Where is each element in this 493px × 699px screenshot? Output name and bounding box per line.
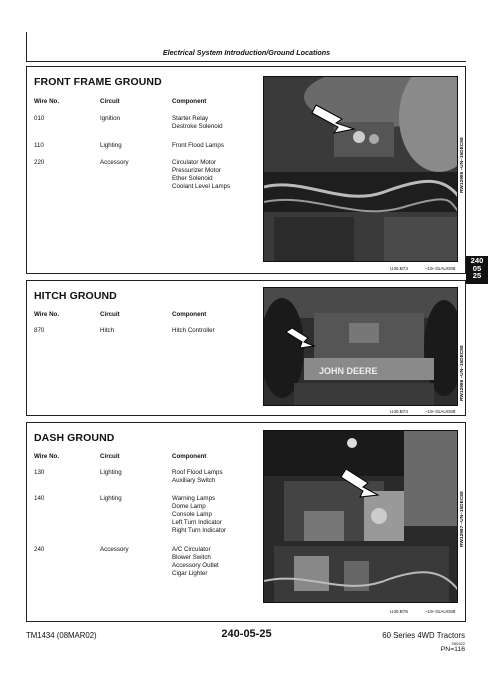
page-header [26,32,466,62]
dash-ground-photo [263,430,458,603]
column-header-wire: Wire No. [34,311,60,318]
component-name: A/C Circulator [172,546,211,553]
column-header-component: Component [172,453,207,460]
wire-number: 010 [34,115,45,122]
reference-date: –19–31AUG88 [425,266,456,271]
reference-code: U40.B73 [390,266,408,271]
column-header-circuit: Circuit [100,98,120,105]
reference-date: –19–31AUG88 [425,609,456,614]
component-name: Accessory Outlet [172,562,219,569]
component-name: Warning Lamps [172,495,216,502]
footer-pn: PN=116 [440,646,465,653]
component-name: Left Turn Indicator [172,519,222,526]
hitch-ground-photo [263,287,458,406]
reference-code: U40.B74 [390,409,408,414]
circuit-name: Ignition [100,115,120,122]
circuit-name: Hitch [100,327,115,334]
section-title: DASH GROUND [34,432,115,444]
component-name: Destroke Solenoid [172,123,223,130]
component-name: Starter Relay [172,115,209,122]
wire-number: 110 [34,142,44,149]
footer-series: 60 Series 4WD Tractors [382,631,465,640]
page-title: Electrical System Introduction/Ground Locations [162,48,331,57]
photo-code: RW12987 –UN–15DEC88 [460,491,465,547]
component-name: Front Flood Lamps [172,142,224,149]
section-tab-line: 25 [472,271,482,281]
component-name: Blower Switch [172,554,211,561]
section-title: HITCH GROUND [34,290,117,302]
footer-small-code: 050322 [451,641,465,646]
component-name: Dome Lamp [172,503,206,510]
component-name: Auxiliary Switch [172,477,216,484]
column-header-component: Component [172,98,207,105]
circuit-name: Accessory [100,546,129,553]
section-tab [466,256,488,284]
reference-code: U40.B75 [390,609,408,614]
wire-number: 870 [34,327,45,334]
circuit-name: Lighting [100,469,122,476]
component-name: Right Turn Indicator [172,527,226,534]
component-name: Coolant Level Lamps [172,183,231,190]
component-name: Hitch Controller [172,327,215,334]
hitch-ground-section [26,280,466,416]
column-header-circuit: Circuit [100,311,120,318]
circuit-name: Lighting [100,495,122,502]
wire-number: 130 [34,469,45,476]
column-header-wire: Wire No. [34,98,60,105]
wire-number: 240 [34,546,45,553]
dash-ground-section [26,422,466,622]
wire-number: 140 [34,495,45,502]
photo-code: RW12986 –UN–15DEC88 [460,345,465,401]
circuit-name: Lighting [100,142,122,149]
component-name: Cigar Lighter [172,570,208,577]
section-tab-line: 05 [472,263,482,273]
component-name: Circulator Motor [172,159,217,166]
column-header-component: Component [172,311,207,318]
footer-document-id: TM1434 (08MAR02) [26,631,97,640]
wire-number: 220 [34,159,45,166]
photo-brand-text: JOHN DEERE [319,366,378,376]
component-name: Ether Solenoid [172,175,213,182]
component-name: Roof Flood Lamps [172,469,223,476]
circuit-name: Accessory [100,159,129,166]
front-frame-ground-photo [263,76,458,262]
section-tab-line: 240 [470,256,484,265]
column-header-circuit: Circuit [100,453,120,460]
section-title: FRONT FRAME GROUND [34,76,162,88]
component-name: Console Lamp [172,511,212,518]
column-header-wire: Wire No. [34,453,60,460]
photo-code: RW12985 –UN–15DEC88 [460,137,465,193]
reference-date: –19–31AUG88 [425,409,456,414]
component-name: Pressurizer Motor [172,167,221,174]
footer-page-number: 240-05-25 [221,628,272,640]
front-frame-ground-section [26,66,466,274]
